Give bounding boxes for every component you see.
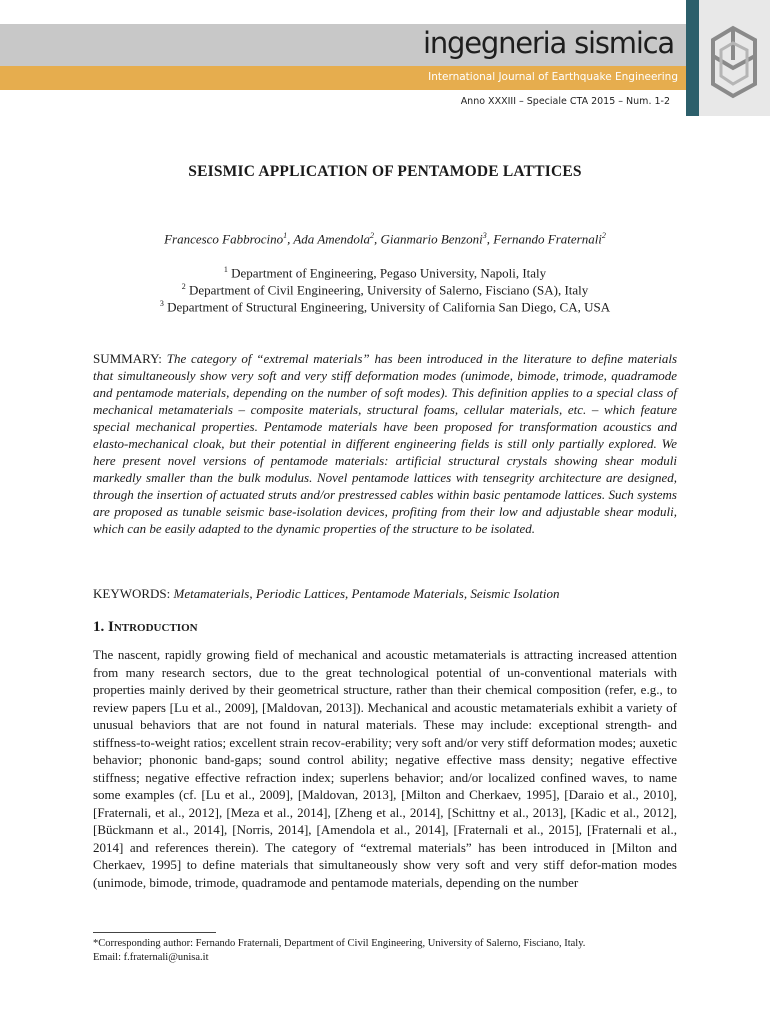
affiliation-text: Department of Civil Engineering, University of Salerno, Fisciano (SA), Italy bbox=[188, 282, 589, 298]
keywords-text: Metamaterials, Periodic Lattices, Pentamode Materials, Seismic Isolation bbox=[173, 586, 560, 601]
affiliation-text: Department of Structural Engineering, University of California San Diego, CA, USA bbox=[167, 299, 611, 315]
footnote bbox=[93, 937, 677, 965]
intro-paragraph: The nascent, rapidly growing field of mechanical and acoustic metamaterials is attracting increased attention from many research sectors, due to the great technological potential of un-conventional materials with properties mainly derived by their geometrical structure, rather than their chemical composition (refer, e.g., to review papers [Lu et al., 2009], [Maldovan, 2013]). Mechanical and acoustic metamaterials exhibit a variety of unusual behaviors that are not found in natural materials. These may include: exceptional strength- and stiffness-to-weight ratios; excellent strain recov-erability; very soft and/or very stiff deformation modes; auxetic behavior; phononic band-gaps; sound control ability; negative effective mass density; negative effective stiffness; negative effective refraction index; superlens behavior; and/or localized confined waves, to name some examples (cf. [Lu et al., 2009], [Maldovan, 2013], [Milton and Cherkaev, 1995], [Daraio et al., 2010], [Fraternali, et al., 2012], [Meza et al., 2014], [Zheng et al., 2014], [Schittny et al., 2013], [Kadic et al., 2012], [Bückmann et al., 2014], [Norris, 2014], [Amendola et al., 2014], [Fraternali et al., 2015], [Fraternali et al., 2014] and references therein). The category of “extremal materials” has been introduced in [Milton and Cherkaev, 1995] to define materials that simultaneously show very soft and very stiff defor-mation modes (unimode, bimode, trimode, quadramode and pentamode materials, depending on the number bbox=[93, 647, 677, 890]
header-accent-bar bbox=[686, 0, 699, 116]
keywords bbox=[93, 586, 677, 602]
author-name: Fernando Fraternali bbox=[493, 231, 602, 247]
summary-text: The category of “extremal materials” has been introduced in the literature to define materials that simultaneously show very soft and very stiff deformation modes (unimode, bimode, trimode, quadramode and pentamode materials, depending on the number of soft modes). This definition applies to a special class of mechanical metamaterials – composite materials, structural foams, cellular materials, etc. – which feature special mechanical properties. Pentamode materials have been proposed for transformation acoustics and elasto-mechanical cloak, but their potential in different engineering fields is still only partially explored. We here present novel versions of pentamode materials: artificial structural crystals showing shear moduli markedly smaller than the bulk modulus. Novel pentamode lattices with tensegrity architecture are designed, through the insertion of actuated struts and/or prestressed cables within basic pentamode lattices. Such systems are proposed as tunable seismic base-isolation devices, profiting from their low and adjustable shear moduli, which can be easily adapted to the dynamic properties of the structure to be isolated. bbox=[93, 351, 678, 536]
affiliation bbox=[0, 282, 770, 298]
author-list: Francesco Fabbrocino$^1$, Ada Amendola$^2$, Gianmario Benzoni$^3$, Fernando Fraternali$^2$ bbox=[164, 231, 606, 247]
affiliation-sup: 3 bbox=[159, 299, 164, 308]
affiliation bbox=[0, 299, 770, 315]
affiliation-sup: 1 bbox=[223, 265, 228, 274]
section-title: Introduction bbox=[108, 619, 198, 635]
affiliation-sup: 2 bbox=[181, 282, 186, 291]
author-sup: 1 bbox=[283, 231, 288, 240]
stacked-cubes-logo-icon bbox=[699, 0, 770, 116]
author-name: Gianmario Benzoni bbox=[380, 231, 483, 247]
affiliation-text: Department of Engineering, Pegaso University, Napoli, Italy bbox=[231, 265, 547, 281]
journal-logo bbox=[699, 0, 770, 116]
journal-title: ingegneria sismica bbox=[423, 26, 674, 60]
paper-title: SEISMIC APPLICATION OF PENTAMODE LATTICES bbox=[188, 163, 582, 180]
summary bbox=[93, 350, 677, 537]
keywords-label: KEYWORDS: bbox=[93, 586, 171, 601]
author-name: Ada Amendola bbox=[293, 231, 371, 247]
section-heading bbox=[93, 619, 198, 636]
section-number: 1. bbox=[93, 619, 105, 635]
corresponding-author-note: *Corresponding author: Fernando Fraternali, Department of Civil Engineering, University of Salerno, Fisciano, Italy. bbox=[93, 938, 586, 949]
author-sup: 3 bbox=[482, 231, 487, 240]
journal-subtitle: International Journal of Earthquake Engineering bbox=[428, 71, 678, 83]
author-sup: 2 bbox=[370, 231, 375, 240]
issue-info: Anno XXXIII – Speciale CTA 2015 – Num. 1-2 bbox=[460, 96, 670, 107]
summary-label: SUMMARY: bbox=[93, 351, 162, 366]
affiliation bbox=[0, 265, 770, 281]
author-sup: 2 bbox=[601, 231, 606, 240]
email-note: Email: f.fraternali@unisa.it bbox=[93, 952, 209, 963]
author-name: Francesco Fabbrocino bbox=[164, 231, 284, 247]
footnote-divider bbox=[93, 932, 216, 933]
